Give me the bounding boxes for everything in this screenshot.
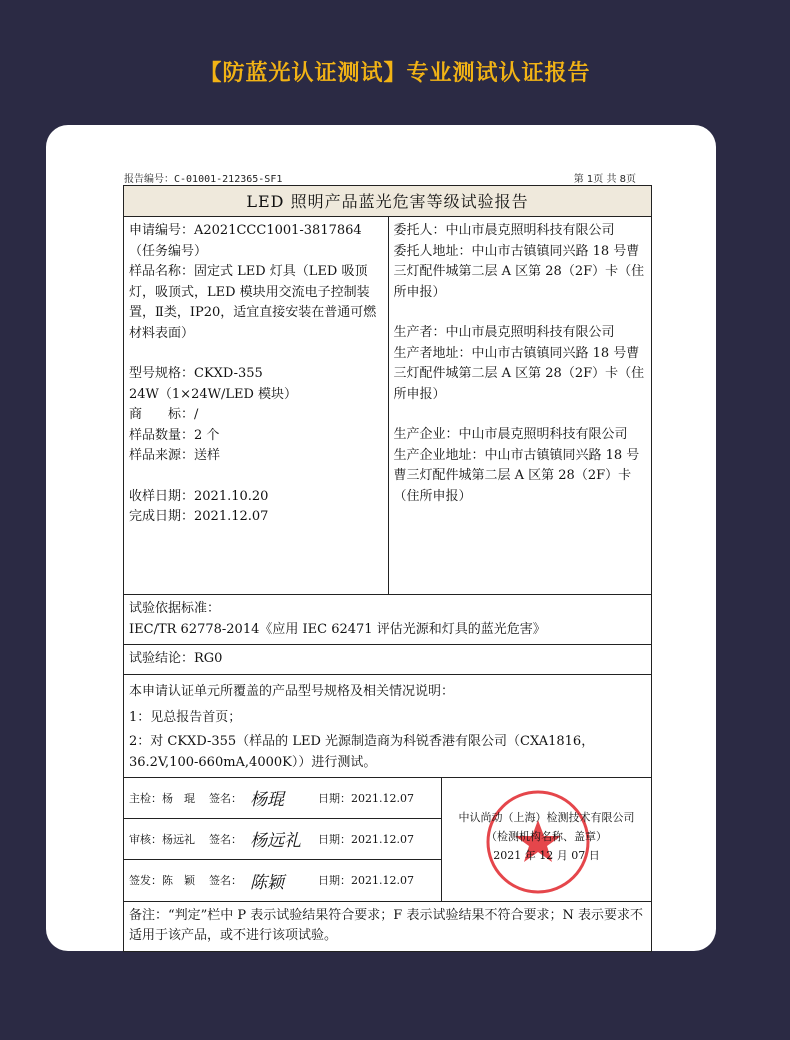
sample-source: 样品来源：送样 (129, 448, 221, 463)
standard-value: IEC/TR 62778-2014《应用 IEC 62471 评估光源和灯具的蓝光危害》 (129, 621, 546, 637)
organization-date: 2021 年 12 月 07 日 (493, 848, 600, 862)
client: 委托人：中山市晨克照明科技有限公司 (393, 223, 615, 238)
description-item-1: 1：见总报告首页； (129, 709, 242, 725)
standard-label: 试验依据标准： (129, 601, 221, 616)
conclusion: 试验结论：RG0 (124, 645, 651, 675)
signature-label: 签名： (209, 832, 242, 846)
signature-date: 日期：2021.12.07 (318, 791, 414, 805)
signature-date: 日期：2021.12.07 (318, 874, 414, 888)
signature-label: 签名： (209, 791, 242, 805)
signer-role: 主检：杨 琨 (129, 791, 195, 805)
description-item-2: 2：对 CKXD-355（样品的 LED 光源制造商为科锐香港有限公司（CXA1816，36.2V,100-660mA,4000K））进行测试。 (129, 733, 595, 770)
signature-row (124, 860, 441, 900)
signature-list (124, 778, 442, 901)
signer-role: 签发：陈 颖 (129, 874, 195, 888)
signature-row (124, 778, 441, 819)
sample-name: 样品名称：固定式 LED 灯具（LED 吸顶灯，吸顶式，LED 模块用交流电子控制装置，Ⅱ类，IP20，适宜直接安装在普通可燃材料表面） (129, 264, 377, 341)
sample-info (124, 217, 388, 594)
report-number: 报告编号：C-01001-212365-SF1 (124, 174, 283, 185)
page-indicator: 第 1页 共 8页 (573, 174, 636, 185)
organization-text (442, 808, 651, 865)
signature-label: 签名： (209, 874, 242, 888)
application-number: 申请编号：A2021CCC1001-3817864 (129, 223, 362, 238)
signer-role: 审核：杨远礼 (129, 832, 195, 846)
standard-section (124, 595, 651, 645)
model-spec-power: 24W（1×24W/LED 模块） (129, 386, 298, 402)
banner-title: 【防蓝光认证测试】专业测试认证报告 (199, 61, 591, 86)
handwritten-signature: 陈颖 (250, 872, 284, 893)
handwritten-signature: 杨远礼 (250, 831, 301, 852)
party-info (388, 217, 652, 594)
signature-row (124, 819, 441, 860)
factory: 生产企业：中山市晨克照明科技有限公司 (393, 427, 628, 442)
organization-seal-label: （检测机构名称、盖章） (486, 829, 607, 843)
producer-address: 生产者地址：中山市古镇镇同兴路 18 号曹三灯配件城第二层 A 区第 28（2F）卡（住所申报） (393, 345, 645, 402)
client-address: 委托人地址：中山市古镇镇同兴路 18 号曹三灯配件城第二层 A 区第 28（2F）卡（住所申报） (393, 243, 645, 300)
receive-date: 收样日期：2021.10.20 (129, 488, 269, 504)
organization-name: 中认尚动（上海）检测技术有限公司 (458, 810, 635, 824)
complete-date: 完成日期：2021.12.07 (129, 509, 269, 524)
factory-address: 生产企业地址：中山市古镇镇同兴路 18 号曹三灯配件城第二层 A 区第 28（2F）卡（住所申报） (393, 447, 640, 504)
remarks: 备注：“判定”栏中 P 表示试验结果符合要求；F 表示试验结果不符合要求；N 表示要求不适用于该产品，或不进行该项试验。 (129, 907, 643, 943)
task-number: （任务编号） (129, 243, 208, 259)
handwritten-signature: 杨琨 (250, 790, 284, 811)
signature-date: 日期：2021.12.07 (318, 832, 414, 846)
model-spec: 型号规格：CKXD-355 (129, 366, 263, 381)
brand: 商 标：/ (129, 407, 199, 422)
sample-quantity: 样品数量：2 个 (129, 427, 220, 443)
info-section (124, 217, 651, 595)
signature-section (124, 778, 651, 902)
description-section (124, 675, 651, 778)
organization-box (442, 778, 651, 901)
report-title: LED 照明产品蓝光危害等级试验报告 (124, 186, 651, 217)
producer: 生产者：中山市晨克照明科技有限公司 (393, 325, 615, 340)
report-table (123, 185, 652, 952)
description-title: 本申请认证单元所覆盖的产品型号规格及相关情况说明： (129, 683, 455, 699)
